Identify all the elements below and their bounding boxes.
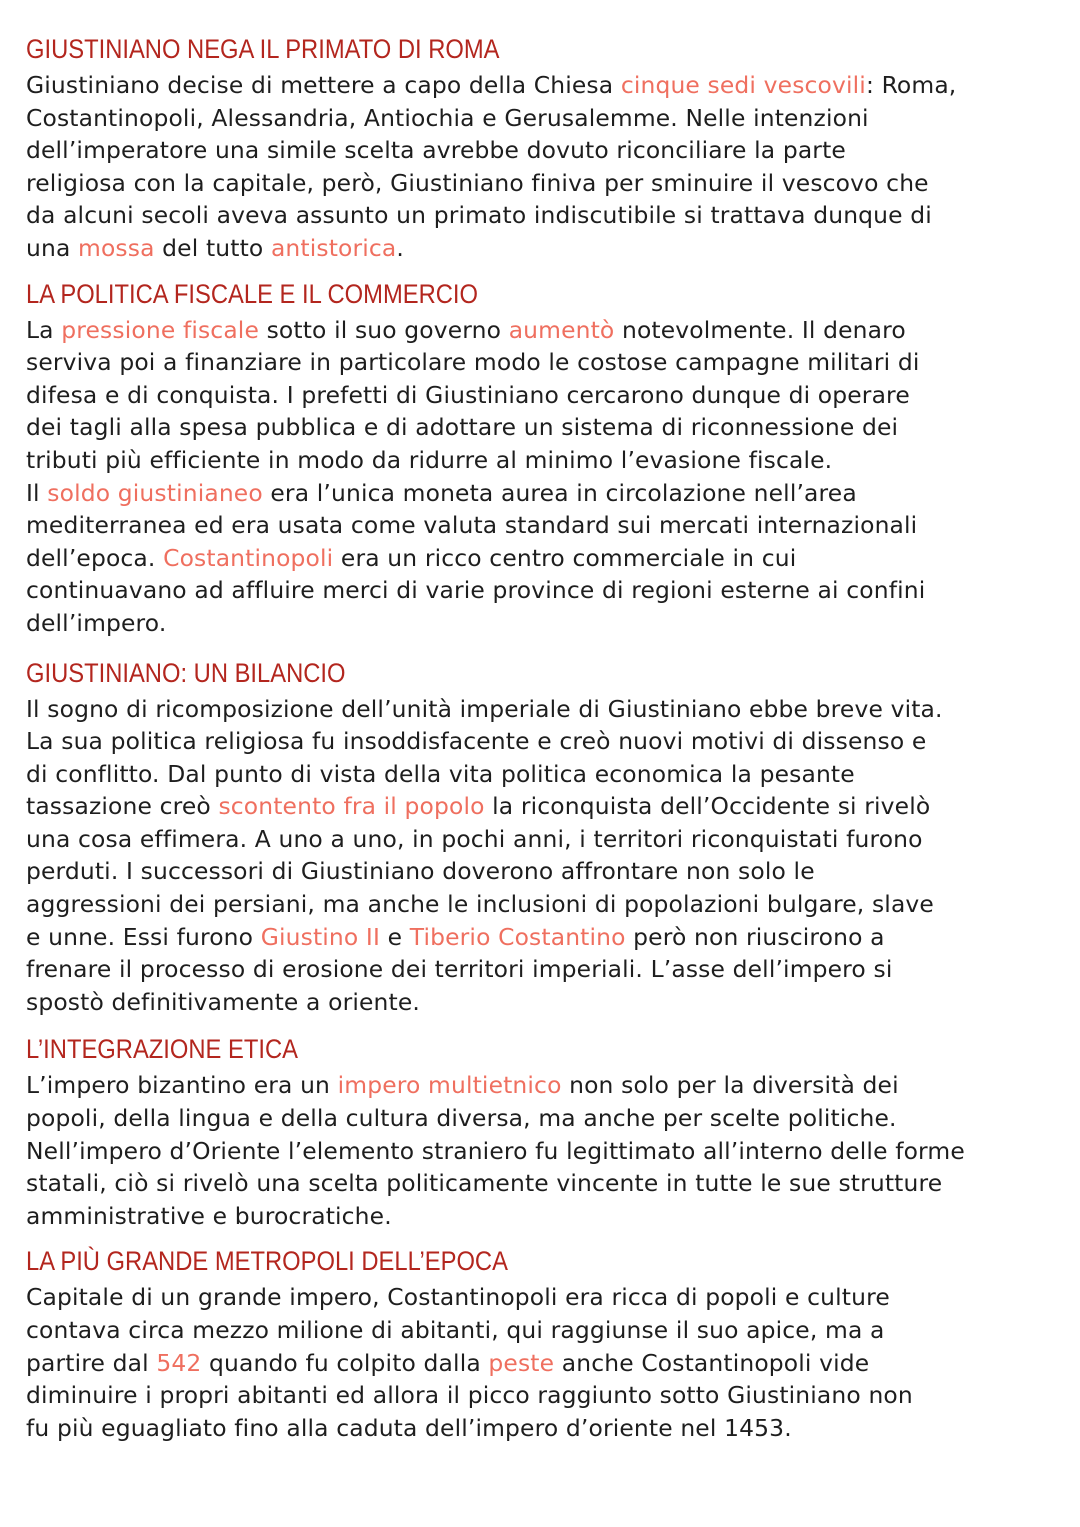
text-span: Il sogno di ricomposizione dell’unità imperiale di Giustiniano ebbe breve vita. <box>26 694 943 723</box>
section-heading: GIUSTINIANO: UN BILANCIO <box>26 657 346 688</box>
highlighted-term: peste <box>488 1348 555 1377</box>
text-span: e <box>380 922 410 951</box>
text-span: perduti. I successori di Giustiniano doverono affrontare non solo le <box>26 857 815 886</box>
section-integrazione-etica <box>26 1032 1066 1232</box>
text-line <box>26 693 1066 726</box>
text-line <box>26 69 1066 102</box>
text-line <box>26 888 1066 921</box>
text-line <box>26 232 1066 265</box>
text-span: frenare il processo di erosione dei territori imperiali. L’asse dell’impero si <box>26 955 893 984</box>
text-span: dell’imperatore una simile scelta avrebbe dovuto riconciliare la parte <box>26 136 846 165</box>
section-heading: GIUSTINIANO NEGA IL PRIMATO DI ROMA <box>26 34 500 64</box>
highlighted-term: cinque sedi vescovili <box>620 71 866 99</box>
text-span: però non riuscirono a <box>625 922 885 951</box>
text-span: e unne. Essi furono <box>26 922 261 951</box>
text-span: era un ricco centro commerciale in cui <box>333 543 797 572</box>
text-span: mediterranea ed era usata come valuta standard sui mercati internazionali <box>26 511 918 540</box>
text-line <box>26 855 1066 888</box>
text-line <box>26 1347 1066 1380</box>
text-span: non solo per la diversità dei <box>561 1071 899 1100</box>
text-span: La <box>26 315 62 344</box>
section-politica-fiscale <box>26 277 1066 640</box>
highlighted-term: impero multietnico <box>337 1071 562 1100</box>
text-span: di conflitto. Dal punto di vista della vita politica economica la pesante <box>26 759 855 788</box>
text-span: partire dal <box>26 1348 157 1377</box>
text-line <box>26 823 1066 856</box>
highlighted-term: 542 <box>156 1348 202 1377</box>
highlighted-term: Tiberio Costantino <box>409 922 626 951</box>
text-line <box>26 199 1066 232</box>
highlighted-term: pressione fiscale <box>61 315 259 344</box>
text-span: spostò definitivamente a oriente. <box>26 987 420 1016</box>
text-span: tributi più efficiente in modo da ridurre al minimo l’evasione fiscale. <box>26 445 833 474</box>
section-body <box>26 693 1066 1019</box>
text-span: una cosa effimera. A uno a uno, in pochi anni, i territori riconquistati furono <box>26 824 923 853</box>
section-body <box>26 314 1066 640</box>
text-line <box>26 790 1066 823</box>
section-body <box>26 1281 1066 1444</box>
text-span: Il <box>26 478 48 507</box>
text-line <box>26 542 1066 575</box>
text-line <box>26 1102 1066 1135</box>
text-span: una <box>26 233 79 262</box>
text-line <box>26 1069 1066 1102</box>
text-span: tassazione creò <box>26 792 219 821</box>
text-span: notevolmente. Il denaro <box>614 315 906 344</box>
highlighted-term: antistorica <box>270 233 397 262</box>
text-line <box>26 1412 1066 1445</box>
text-span: : Roma, <box>865 71 957 99</box>
text-span: . <box>396 233 404 262</box>
highlighted-term: mossa <box>78 233 155 262</box>
text-span: dell’impero. <box>26 608 167 637</box>
text-span: amministrative e burocratiche. <box>26 1201 392 1230</box>
text-span: statali, ciò si rivelò una scelta politicamente vincente in tutte le sue strutture <box>26 1169 943 1198</box>
text-span: L’impero bizantino era un <box>26 1071 338 1100</box>
text-line <box>26 725 1066 758</box>
notes-page <box>26 32 1066 1456</box>
highlighted-term: soldo giustinianeo <box>47 478 263 507</box>
text-line <box>26 1314 1066 1347</box>
highlighted-term: scontento fra il popolo <box>218 792 485 821</box>
text-line <box>26 477 1066 510</box>
text-span: popoli, della lingua e della cultura diversa, ma anche per scelte politiche. <box>26 1104 897 1133</box>
text-span: La sua politica religiosa fu insoddisfacente e creò nuovi motivi di dissenso e <box>26 727 927 756</box>
text-span: dei tagli alla spesa pubblica e di adottare un sistema di riconnessione dei <box>26 413 899 442</box>
text-span: del tutto <box>154 233 271 262</box>
text-span: sotto il suo governo <box>259 315 509 344</box>
text-line <box>26 134 1066 167</box>
section-body <box>26 1069 1066 1232</box>
text-span: serviva poi a finanziare in particolare modo le costose campagne militari di <box>26 348 920 377</box>
section-heading: LA PIÙ GRANDE METROPOLI DELL’EPOCA <box>26 1246 508 1277</box>
text-line <box>26 509 1066 542</box>
text-line <box>26 921 1066 954</box>
text-line <box>26 1281 1066 1314</box>
text-span: dell’epoca. <box>26 543 164 572</box>
text-line <box>26 444 1066 477</box>
text-line <box>26 1379 1066 1412</box>
text-line <box>26 1200 1066 1233</box>
text-span: era l’unica moneta aurea in circolazione nell’area <box>262 478 857 507</box>
section-heading: LA POLITICA FISCALE E IL COMMERCIO <box>26 278 479 309</box>
text-span: difesa e di conquista. I prefetti di Giustiniano cercarono dunque di operare <box>26 380 910 409</box>
text-span: la riconquista dell’Occidente si rivelò <box>484 792 931 821</box>
text-line <box>26 953 1066 986</box>
section-heading: L’INTEGRAZIONE ETICA <box>26 1034 298 1065</box>
section-bilancio <box>26 656 1066 1019</box>
text-span: anche Costantinopoli vide <box>554 1348 870 1377</box>
text-span: quando fu colpito dalla <box>201 1348 489 1377</box>
text-span: diminuire i propri abitanti ed allora il picco raggiunto sotto Giustiniano non <box>26 1381 913 1410</box>
text-span: contava circa mezzo milione di abitanti, qui raggiunse il suo apice, ma a <box>26 1316 885 1344</box>
text-span: aggressioni dei persiani, ma anche le inclusioni di popolazioni bulgare, slave <box>26 890 934 919</box>
text-line <box>26 607 1066 640</box>
text-line <box>26 986 1066 1019</box>
highlighted-term: Costantinopoli <box>163 543 334 572</box>
text-span: da alcuni secoli aveva assunto un primato indiscutibile si trattava dunque di <box>26 201 932 230</box>
text-line <box>26 314 1066 347</box>
text-span: Giustiniano decise di mettere a capo della Chiesa <box>26 71 621 99</box>
text-line <box>26 1167 1066 1200</box>
text-line <box>26 379 1066 412</box>
section-metropoli <box>26 1244 1066 1444</box>
text-line <box>26 102 1066 135</box>
text-line <box>26 167 1066 200</box>
highlighted-term: aumentò <box>508 315 615 344</box>
text-span: Nell’impero d’Oriente l’elemento straniero fu legittimato all’interno delle forme <box>26 1136 965 1165</box>
highlighted-term: Giustino II <box>260 922 381 951</box>
text-line <box>26 411 1066 444</box>
text-span: continuavano ad affluire merci di varie province di regioni esterne ai confini <box>26 576 926 605</box>
text-line <box>26 574 1066 607</box>
section-body <box>26 69 1066 265</box>
text-span: Costantinopoli, Alessandria, Antiochia e Gerusalemme. Nelle intenzioni <box>26 103 869 132</box>
text-line <box>26 1135 1066 1168</box>
section-primato-di-roma <box>26 32 1066 265</box>
text-line <box>26 758 1066 791</box>
text-line <box>26 346 1066 379</box>
text-span: religiosa con la capitale, però, Giustiniano finiva per sminuire il vescovo che <box>26 168 929 197</box>
text-span: Capitale di un grande impero, Costantinopoli era ricca di popoli e culture <box>26 1283 890 1312</box>
text-span: fu più eguagliato fino alla caduta dell’impero d’oriente nel 1453. <box>26 1413 792 1442</box>
